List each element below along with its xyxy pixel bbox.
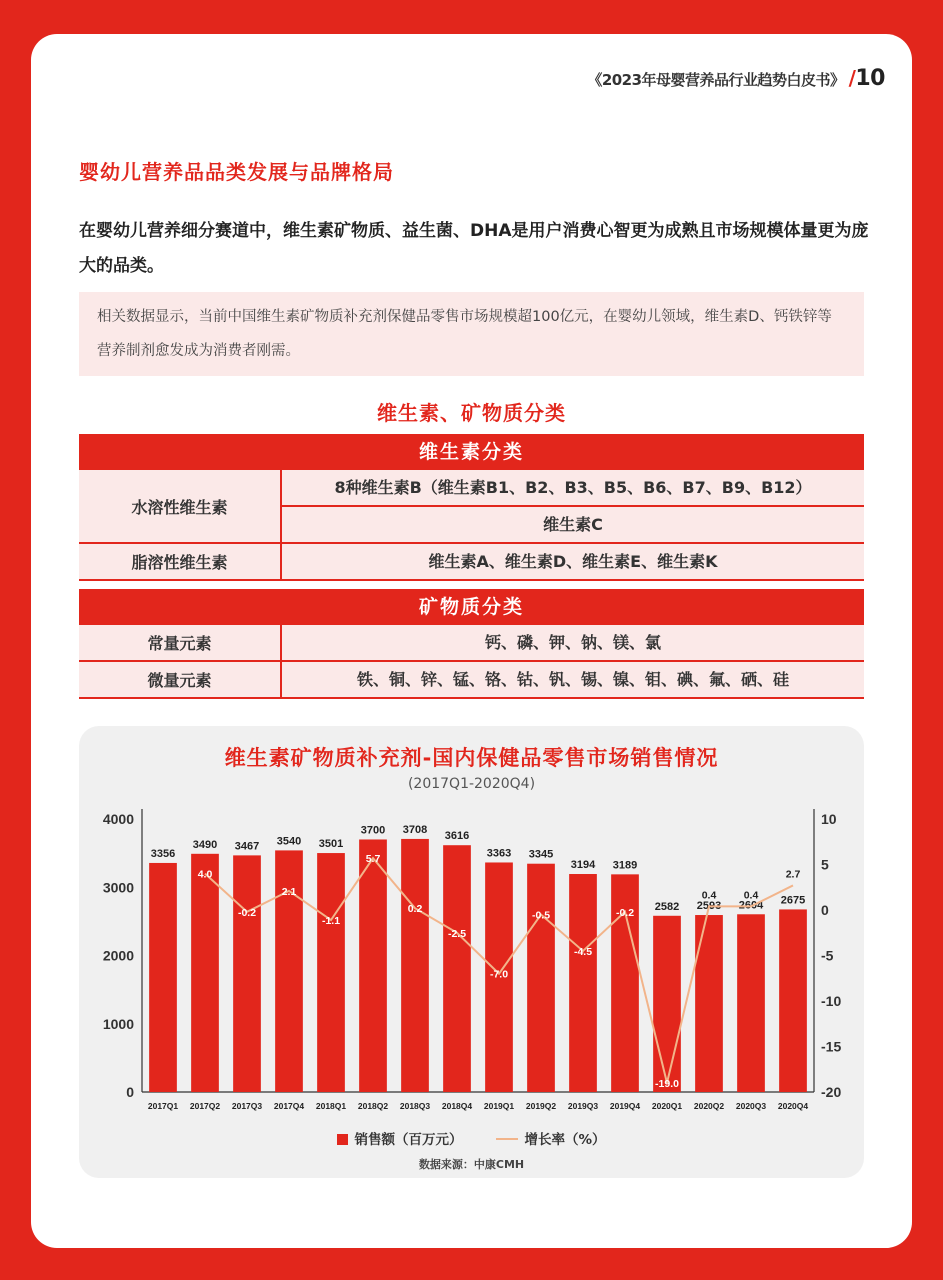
chart-panel [79,726,864,1178]
bar [737,914,765,1092]
chart-source: 数据来源：中康CMH [418,1158,525,1171]
table-row [79,662,864,699]
x-tick-label: 2017Q3 [231,1101,263,1111]
macro-element-cell: 钙、磷、钾、钠、镁、氯 [484,633,661,652]
x-tick-label: 2020Q3 [735,1101,767,1111]
trace-element-label: 微量元素 [79,662,282,697]
growth-value-label: 5.7 [365,853,381,866]
bar-value-label: 3345 [528,848,554,861]
growth-value-label: 4.0 [197,868,213,881]
chart-title: 维生素矿物质补充剂-国内保健品零售市场销售情况 [224,746,719,770]
legend-bar-swatch [337,1134,348,1145]
vitamin-c-cell: 维生素C [543,515,603,534]
water-soluble-cell [282,470,864,542]
bar [443,845,471,1092]
x-tick-label: 2020Q4 [777,1101,809,1111]
bar-value-label: 3363 [486,847,512,860]
growth-value-label: 2.7 [785,868,801,881]
growth-value-label: -1.1 [321,915,341,928]
bar-value-label: 3540 [276,835,302,848]
vitamin-table [79,434,864,581]
water-soluble-label: 水溶性维生素 [79,470,282,542]
growth-value-label: -0.5 [531,909,551,922]
fat-soluble-label: 脂溶性维生素 [79,544,282,579]
header-slash: / [848,66,856,90]
y-left-tick-label: 1000 [102,1015,134,1032]
legend-line-label: 增长率（%） [524,1132,606,1148]
bar-value-label: 2582 [654,900,680,913]
bar-value-label: 3356 [150,847,176,860]
fat-soluble-cell: 维生素A、维生素D、维生素E、维生素K [428,552,718,571]
note-box: 相关数据显示，当前中国维生素矿物质补充剂保健品零售市场规模超100亿元，在婴幼儿领域，维生素D、钙铁锌等营养制剂愈发成为消费者刚需。 [79,292,864,376]
growth-value-label: 2.1 [281,885,297,898]
x-tick-label: 2019Q3 [567,1101,599,1111]
table-row [79,544,864,581]
macro-element-label: 常量元素 [79,625,282,660]
bar [653,916,681,1092]
bar [233,855,261,1092]
x-tick-label: 2019Q4 [609,1101,641,1111]
growth-value-label: -2.5 [447,927,467,940]
growth-value-label: 0.4 [743,889,759,902]
page-number: 10 [855,66,885,91]
legend-line-swatch [496,1138,518,1140]
growth-value-label: 0.4 [701,889,717,902]
y-right-tick-label: -10 [821,993,842,1009]
x-tick-label: 2018Q2 [357,1101,389,1111]
bar-value-label: 3700 [360,824,386,837]
bar-value-label: 3189 [612,859,638,872]
x-tick-label: 2017Q1 [147,1101,179,1111]
table-row [79,625,864,662]
bar-value-label: 2675 [780,894,806,907]
bar-value-label: 3467 [234,840,260,853]
bar-value-label: 3490 [192,838,218,851]
y-right-tick-label: 5 [821,856,829,873]
mineral-table [79,589,864,699]
x-tick-label: 2019Q1 [483,1101,515,1111]
vitamin-b-cell: 8种维生素B（维生素B1、B2、B3、B5、B6、B7、B9、B12） [282,470,864,507]
x-tick-label: 2017Q2 [189,1101,221,1111]
y-right-tick-label: -20 [821,1084,842,1100]
growth-value-label: -0.2 [237,906,257,919]
y-right-tick-label: -15 [821,1038,842,1055]
bar [569,874,597,1092]
chart-subtitle: (2017Q1-2020Q4) [407,776,536,792]
intro-paragraph: 在婴幼儿营养细分赛道中，维生素矿物质、益生菌、DHA是用户消费心智更为成熟且市场规模体量更为庞大的品类。 [79,221,869,276]
combo-chart [79,726,864,1126]
growth-value-label: -19.0 [655,1077,679,1090]
bar [695,915,723,1092]
trace-element-cell: 铁、铜、锌、锰、铬、钴、钒、锡、镍、钼、碘、氟、硒、硅 [356,670,789,689]
growth-value-label: -0.2 [615,906,635,919]
bar [527,864,555,1092]
y-left-tick-label: 2000 [102,947,134,964]
chart-legend [79,1128,864,1148]
bar-value-label: 3194 [570,859,596,872]
x-tick-label: 2018Q4 [441,1101,473,1111]
bar [359,839,387,1092]
growth-value-label: 0.2 [407,903,423,916]
bar-value-label: 2593 [696,900,722,913]
x-tick-label: 2019Q2 [525,1101,557,1111]
growth-value-label: -4.5 [573,945,593,958]
x-tick-label: 2018Q3 [399,1101,431,1111]
y-left-tick-label: 4000 [102,811,134,827]
x-tick-label: 2020Q2 [693,1101,725,1111]
vitamin-table-header: 维生素分类 [79,434,864,470]
bar [401,839,429,1092]
x-tick-label: 2020Q1 [651,1101,683,1111]
bar [317,853,345,1092]
bar [191,854,219,1092]
legend-bar-label: 销售额（百万元） [354,1132,463,1148]
x-tick-label: 2018Q1 [315,1101,347,1111]
section-title: 婴幼儿营养品品类发展与品牌格局 [79,160,394,184]
growth-value-label: -7.0 [489,968,509,981]
table-row [79,470,864,544]
bar [779,909,807,1092]
bar-value-label: 3501 [318,838,344,851]
bar-value-label: 3708 [402,823,428,836]
y-right-tick-label: -5 [821,947,834,964]
y-left-tick-label: 0 [126,1084,134,1100]
bar-value-label: 2604 [738,899,764,912]
mineral-table-header: 矿物质分类 [79,589,864,625]
document-title: 《2023年母婴营养品行业趋势白皮书》 [587,71,845,89]
bar-value-label: 3616 [444,830,470,843]
y-right-tick-label: 10 [821,811,837,827]
table-title: 维生素、矿物质分类 [377,401,566,425]
page-header [587,66,885,91]
y-right-tick-label: 0 [821,902,829,918]
y-left-tick-label: 3000 [102,879,134,896]
bar [149,863,177,1092]
x-tick-label: 2017Q4 [273,1101,305,1111]
